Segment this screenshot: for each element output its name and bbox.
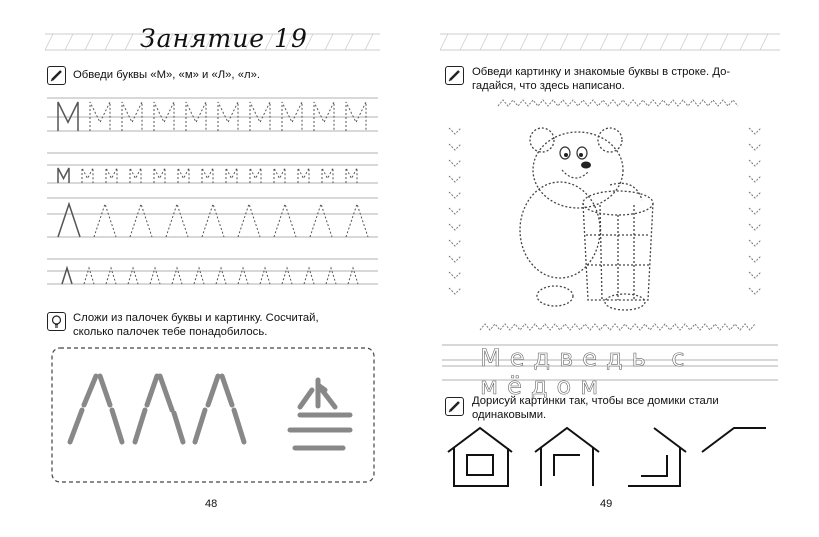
page-number-right: 49 (600, 498, 613, 510)
letter-l-trace (84, 268, 94, 284)
letter-l-trace (128, 268, 138, 284)
letter-m-trace (82, 168, 93, 183)
stick (112, 410, 122, 442)
zigzag-chevron (449, 208, 461, 214)
pencil-icon (445, 397, 464, 416)
stick (322, 390, 335, 407)
letter-m-trace (130, 168, 141, 183)
zigzag-chevron (449, 160, 461, 166)
zigzag-chevron (749, 240, 761, 246)
letter-l-trace (62, 268, 72, 284)
zigzag-chevron (749, 288, 761, 294)
letter-m-trace (282, 102, 302, 131)
letter-l-trace (260, 268, 270, 284)
letter-m-trace (314, 102, 334, 131)
letter-l-trace (238, 204, 260, 237)
instruction-trace-letters: Обведи буквы «М», «м» и «Л», «л». (73, 69, 261, 81)
instruction-trace-picture-line1: Обведи картинку и знакомые буквы в строке. До- (472, 66, 731, 78)
zigzag-chevron (749, 160, 761, 166)
letter-m-trace (154, 102, 174, 131)
left-page (0, 0, 409, 537)
letter-l-trace (172, 268, 182, 284)
letter-l-trace (282, 268, 292, 284)
stick (195, 410, 205, 442)
letter-l-trace (150, 268, 160, 284)
letter-l-trace (310, 204, 332, 237)
traced-phrase: Медведь с мёдом (480, 344, 694, 400)
zigzag-chevron (449, 176, 461, 182)
letter-m-trace (346, 102, 366, 131)
letter-m-trace (346, 168, 357, 183)
zigzag-chevron (749, 144, 761, 150)
letter-l-trace (326, 268, 336, 284)
letter-m-trace (106, 168, 117, 183)
stick (222, 376, 232, 405)
letter-l-trace (346, 204, 368, 237)
instruction-sticks-line1: Сложи из палочек буквы и картинку. Сосчитай, (73, 312, 319, 324)
stick (147, 376, 157, 405)
stick (84, 376, 96, 405)
letter-m-trace (274, 168, 285, 183)
letter-m-trace (322, 168, 333, 183)
pencil-icon (47, 66, 66, 85)
house-partial-2 (628, 428, 686, 486)
instruction-trace-picture-line2: гадайся, что здесь написано. (472, 80, 625, 92)
letter-l-trace (348, 268, 358, 284)
zigzag-chevron (749, 128, 761, 134)
stick (160, 376, 172, 410)
zigzag-chevron (449, 256, 461, 262)
zigzag-chevron (749, 224, 761, 230)
zigzag-chevron (749, 272, 761, 278)
letter-m-trace (186, 102, 206, 131)
stick (234, 410, 244, 442)
letter-l-trace (194, 268, 204, 284)
right-page (410, 0, 819, 537)
zigzag-border (498, 100, 738, 106)
letter-m-trace (226, 168, 237, 183)
stick (174, 413, 183, 442)
letter-l-trace (202, 204, 224, 237)
zigzag-chevron (749, 192, 761, 198)
zigzag-chevron (449, 128, 461, 134)
stick (208, 376, 218, 405)
letter-m-trace (154, 168, 165, 183)
page-title: Занятие 19 (140, 24, 308, 53)
page-number-left: 48 (205, 498, 218, 510)
zigzag-chevron (449, 224, 461, 230)
zigzag-chevron (449, 272, 461, 278)
zigzag-chevron (749, 176, 761, 182)
house-complete (448, 428, 512, 486)
letter-m-trace (90, 102, 110, 131)
lightbulb-icon (47, 312, 66, 331)
letter-l-trace (216, 268, 226, 284)
stick (70, 410, 82, 442)
letter-m-trace (202, 168, 213, 183)
letter-l-trace (304, 268, 314, 284)
house-partial-3 (702, 428, 766, 452)
bear-face (560, 147, 591, 178)
letter-m-trace (58, 168, 69, 183)
pencil-icon (445, 66, 464, 85)
letter-l-trace (274, 204, 296, 237)
zigzag-border (480, 324, 755, 330)
letter-l-trace (94, 204, 116, 237)
stick (135, 410, 145, 442)
letter-l-trace (238, 268, 248, 284)
letter-m-trace (250, 102, 270, 131)
zigzag-chevron (449, 192, 461, 198)
letter-m-trace (250, 168, 261, 183)
zigzag-chevron (749, 208, 761, 214)
letter-m-trace (178, 168, 189, 183)
house-partial-1 (535, 428, 599, 486)
letter-m-trace (218, 102, 238, 131)
letter-l-trace (106, 268, 116, 284)
stick (300, 390, 312, 407)
letter-l-trace (58, 204, 80, 237)
instruction-houses-line2: одинаковыми. (472, 409, 547, 421)
zigzag-chevron (749, 256, 761, 262)
letter-l-trace (166, 204, 188, 237)
stick (100, 376, 110, 405)
zigzag-chevron (449, 240, 461, 246)
letter-m-trace (58, 102, 78, 131)
instruction-sticks-line2: сколько палочек тебе понадобилось. (73, 326, 268, 338)
letter-m-trace (298, 168, 309, 183)
zigzag-chevron (449, 288, 461, 294)
instruction-houses-line1: Дорисуй картинки так, чтобы все домики стали (472, 395, 719, 407)
letter-m-trace (122, 102, 142, 131)
zigzag-chevron (449, 144, 461, 150)
letter-l-trace (130, 204, 152, 237)
